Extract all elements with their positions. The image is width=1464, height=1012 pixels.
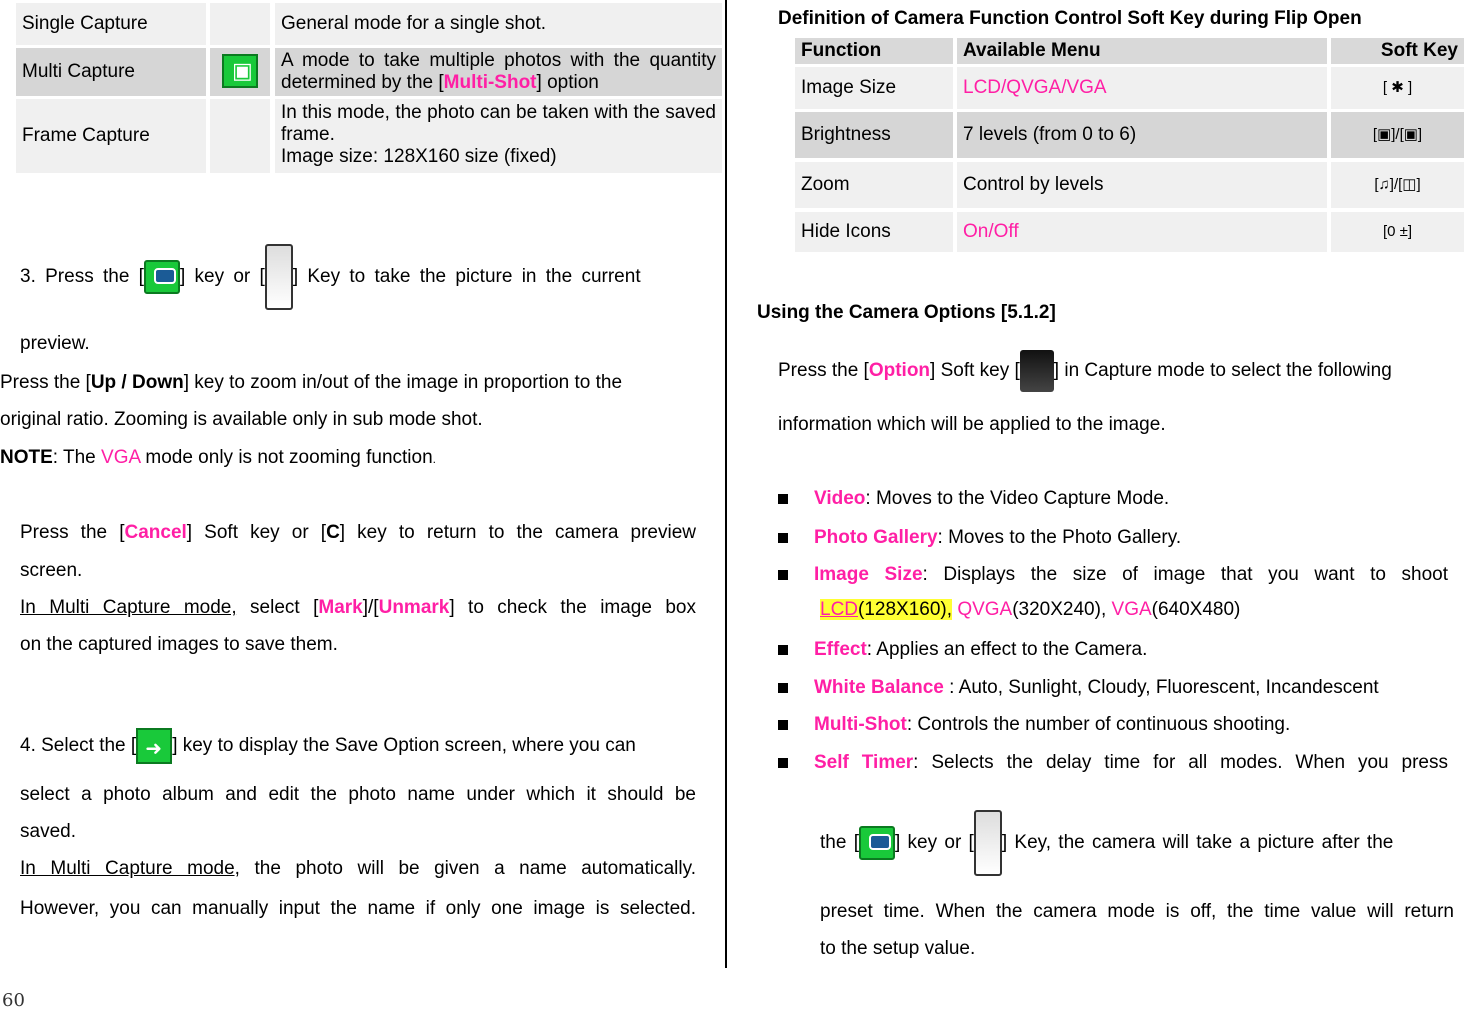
row-menu: Control by levels — [957, 162, 1327, 208]
row-function: Zoom — [795, 162, 953, 208]
page-number: 60 — [2, 990, 25, 1011]
camera-key-icon — [859, 826, 895, 860]
row-softkey: [♫]/[◫] — [1331, 162, 1464, 208]
multi-capture-icon — [222, 54, 258, 88]
row-function: Brightness — [795, 112, 953, 158]
note-line: NOTE: The VGA mode only is not zooming function. — [0, 447, 436, 468]
cancel-line1: Press the [Cancel] Soft key or [C] key to return to the camera preview — [20, 522, 696, 543]
mode-desc-multi: A mode to take multiple photos with the quantity determined by the [Multi-Shot] option — [275, 48, 722, 96]
step4-line4: In Multi Capture mode, the photo will be given a name automatically. — [20, 858, 696, 879]
mode-icon-cell-single — [210, 3, 270, 45]
bullet-photo-gallery: Photo Gallery: Moves to the Photo Gallery. — [778, 527, 1181, 549]
step4-line3: saved. — [20, 821, 76, 842]
header-function: Function — [795, 38, 953, 64]
save-key-icon — [136, 728, 172, 764]
options-title: Using the Camera Options [5.1.2] — [757, 302, 1056, 323]
bullet-image-size: Image Size: Displays the size of image that you want to shoot — [778, 564, 1454, 586]
column-divider — [725, 0, 727, 968]
timer-line3: to the setup value. — [820, 938, 976, 959]
multi-line1: In Multi Capture mode, select [Mark]/[Unmark] to check the image box — [20, 597, 696, 618]
row-menu: LCD/QVGA/VGA — [957, 67, 1327, 109]
option-softkey-icon — [1020, 350, 1054, 392]
side-key-icon — [265, 244, 293, 310]
step3-line1: 3. Press the [ ] key or [ ] Key to take the picture in the current — [20, 230, 696, 310]
mode-icon-cell-multi — [210, 48, 270, 96]
multi-line2: on the captured images to save them. — [20, 634, 338, 655]
row-menu: On/Off — [957, 212, 1327, 252]
row-menu: 7 levels (from 0 to 6) — [957, 112, 1327, 158]
side-key-icon — [974, 810, 1002, 876]
option-intro-line1: Press the [Option] Soft key [ ] in Capture mode to select the following — [778, 342, 1454, 392]
zoom-line1: Press the [Up / Down] key to zoom in/out of the image in proportion to the — [0, 372, 623, 393]
mode-desc-single: General mode for a single shot. — [275, 3, 722, 45]
row-softkey: [0 ±] — [1331, 212, 1464, 252]
mode-name-frame: Frame Capture — [16, 99, 206, 173]
row-softkey: [ ✱ ] — [1331, 67, 1464, 109]
bullet-effect: Effect: Applies an effect to the Camera. — [778, 639, 1147, 661]
cancel-line2: screen. — [20, 560, 83, 581]
step4-line1: 4. Select the [➜ ] key to display the Save Option screen, where you can — [20, 714, 696, 764]
bullet-multi-shot: Multi-Shot: Controls the number of continuous shooting. — [778, 714, 1290, 736]
camera-key-icon — [144, 260, 180, 294]
header-menu: Available Menu — [957, 38, 1327, 64]
mode-name-multi: Multi Capture — [16, 48, 206, 96]
step4-line2: select a photo album and edit the photo name under which it should be — [20, 784, 696, 805]
row-function: Image Size — [795, 67, 953, 109]
mode-desc-frame: In this mode, the photo can be taken with the saved frame. Image size: 128X160 size (fixed) — [275, 99, 722, 173]
zoom-line2: original ratio. Zooming is available only in sub mode shot. — [0, 409, 483, 430]
image-size-values: LCD(128X160), QVGA(320X240), VGA(640X480) — [820, 599, 1241, 620]
header-softkey: Soft Key — [1331, 38, 1464, 64]
mode-name-single: Single Capture — [16, 3, 206, 45]
definition-title: Definition of Camera Function Control Soft Key during Flip Open — [778, 8, 1362, 29]
row-function: Hide Icons — [795, 212, 953, 252]
step4-line5: However, you can manually input the name if only one image is selected. — [20, 898, 696, 919]
bullet-self-timer: Self Timer: Selects the delay time for all modes. When you press — [778, 752, 1454, 774]
step3-line2: preview. — [20, 333, 90, 354]
timer-line2: preset time. When the camera mode is off, the time value will return — [820, 901, 1454, 922]
bullet-white-balance: White Balance : Auto, Sunlight, Cloudy, Fluorescent, Incandescent — [778, 677, 1379, 699]
option-intro-line2: information which will be applied to the image. — [778, 414, 1166, 435]
timer-line1: the [ ] key or [ ] Key, the camera will take a picture after the — [820, 796, 1454, 876]
bullet-video: Video: Moves to the Video Capture Mode. — [778, 488, 1169, 510]
mode-icon-cell-frame — [210, 99, 270, 173]
row-softkey: [▣]/[▣] — [1331, 112, 1464, 158]
